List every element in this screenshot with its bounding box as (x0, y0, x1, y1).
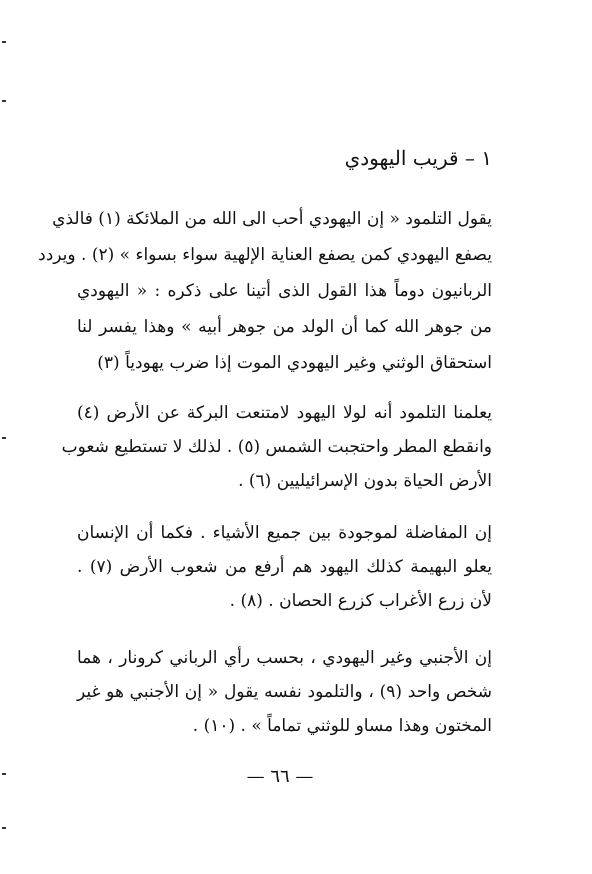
paragraph-4 (77, 641, 492, 743)
text-line: يعلمنا التلمود أنه لولا اليهود لامتنعت البركة عن الأرض (٤) (77, 403, 492, 423)
paragraph-1 (38, 201, 492, 381)
section-heading: ١ – قريب اليهودي (344, 146, 492, 170)
text-line: يقول التلمود « إن اليهودي أحب الى الله من الملائكة (١) فالذي (52, 209, 492, 229)
text-line: استحقاق الوثني وغير اليهودي الموت إذا ضرب يهودياً (٣) (97, 353, 492, 373)
text-line: وانقطع المطر واحتجبت الشمس (٥) . لذلك لا تستطيع شعوب (61, 437, 492, 457)
paragraph-3 (77, 516, 492, 618)
text-line: لأن زرع الأغراب كزرع الحصان . (٨) . (229, 591, 492, 611)
margin-mark (2, 41, 6, 43)
text-line: شخص واحد (٩) ، والتلمود نفسه يقول « إن الأجنبي هو غير (77, 682, 492, 702)
text-line: الربانيون دوماً هذا القول الذى أتينا على ذكره : « اليهودي (77, 281, 492, 301)
text-line: المختون وهذا مساو للوثني تماماً » . (١٠) . (192, 716, 492, 736)
page-number: — ٦٦ — (246, 766, 314, 787)
text-line: إن الأجنبي وغير اليهودي ، بحسب رأي الرباني كرونار ، هما (77, 648, 492, 668)
text-line: يصفع اليهودي كمن يصفع العناية الإلهية سواء بسواء » (٢) . ويردد (38, 245, 492, 265)
text-line: الأرض الحياة بدون الإسرائيليين (٦) . (238, 471, 492, 491)
paragraph-2 (61, 396, 492, 498)
text-line: من جوهر الله كما أن الولد من جوهر أبيه » وهذا يفسر لنا (77, 317, 492, 337)
margin-mark (2, 827, 6, 829)
margin-mark (2, 100, 6, 102)
text-line: إن المفاضلة لموجودة بين جميع الأشياء . فكما أن الإنسان (77, 523, 492, 543)
margin-mark (2, 437, 6, 439)
text-line: يعلو البهيمة كذلك اليهود هم أرفع من شعوب الأرض (٧) . (77, 557, 492, 577)
